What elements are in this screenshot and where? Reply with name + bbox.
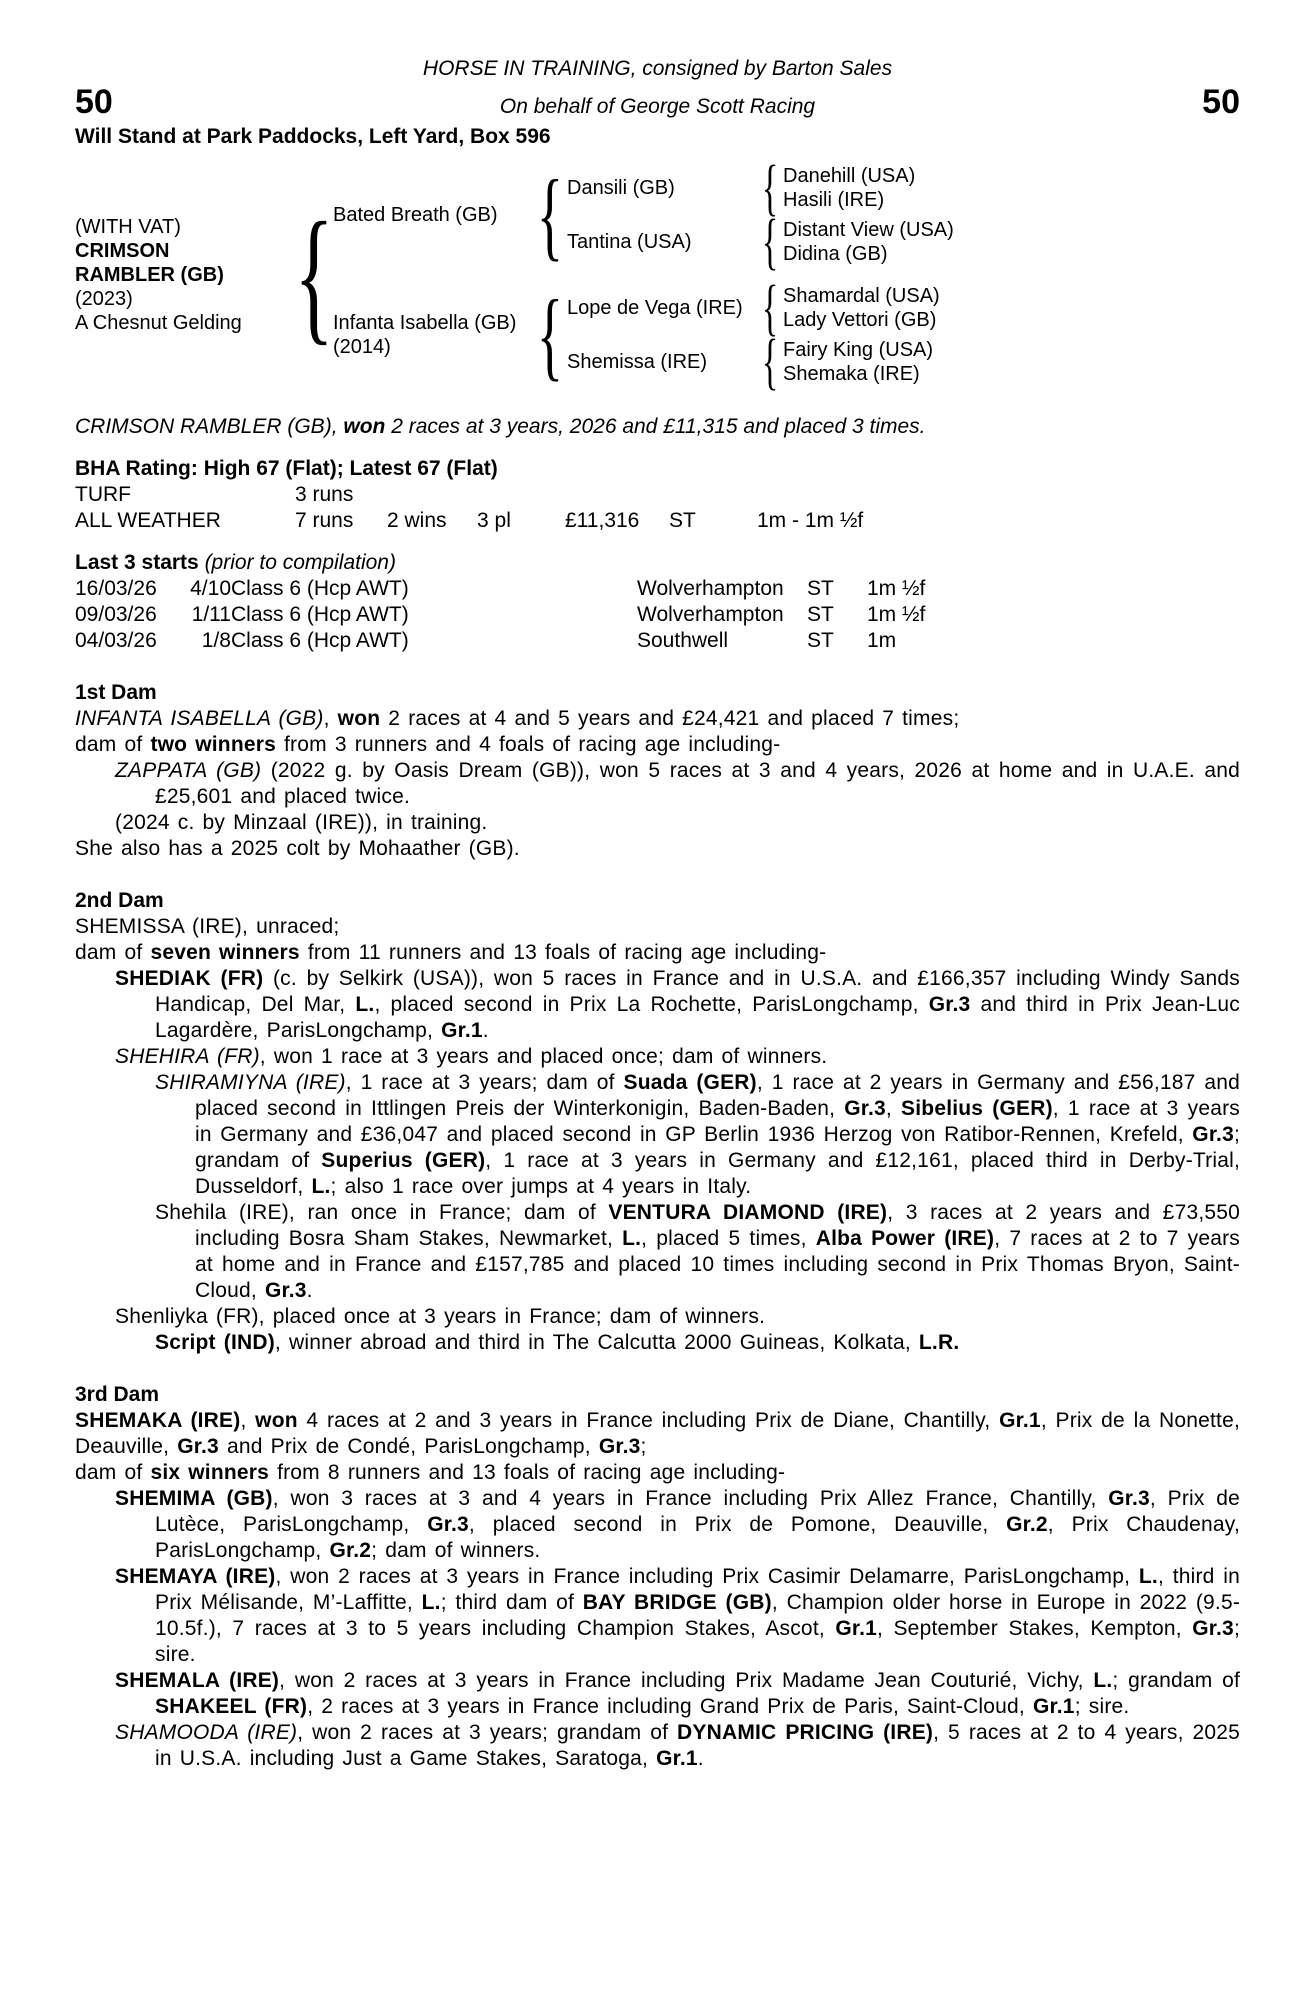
pedigree-paragraph: SHAMOODA (IRE), won 2 races at 3 years; grandam of DYNAMIC PRICING (IRE), 5 races at 2 to 4 years, 2025 in U.S.A. including Just a Game Stakes, Saratoga, Gr.1. <box>115 1721 1241 1770</box>
last-starts-title-italic: (prior to compilation) <box>198 551 396 574</box>
rating-cell-wins <box>387 482 477 508</box>
lot-number-right: 50 <box>1202 83 1240 121</box>
ancestor-name: Lady Vettori (GB) <box>783 309 937 331</box>
start-cell-pos: 4/10 <box>190 577 231 600</box>
rating-cell-wins: 2 wins <box>387 509 447 532</box>
dam-dam-parents <box>783 338 1013 386</box>
on-behalf-line: On behalf of George Scott Racing <box>499 95 816 118</box>
pedigree-paragraph: dam of seven winners from 11 runners and 13 foals of racing age including- <box>75 941 827 964</box>
sire-grandparents <box>567 154 1013 276</box>
pedigree-paragraph: Shenliyka (FR), placed once at 3 years in France; dam of winners. <box>115 1305 766 1328</box>
pedigree-paragraph: SHIRAMIYNA (IRE), 1 race at 3 years; dam of Suada (GER), 1 race at 2 years in Germany and £56,187 and placed second in Ittlingen Preis der Winterkonigin, Baden-Baden, Gr.3, Sibelius (GER), 1 race at 3 years in Germany and £36,047 and placed second in GP Berlin 1936 Herzog von Ratibor-Rennen, Krefeld, Gr.3; grandam of Superius (GER), 1 race at 3 years in Germany and £12,161, placed third in Derby-Trial, Dusseldorf, L.; also 1 race over jumps at 4 years in Italy. <box>155 1071 1241 1198</box>
horse-foaled-year: (2023) <box>75 288 133 310</box>
race-record-summary: CRIMSON RAMBLER (GB), won 2 races at 3 years, 2026 and £11,315 and placed 3 times. <box>75 415 926 438</box>
last-starts-title-bold: Last 3 starts <box>75 551 199 574</box>
dam-branch <box>333 274 1013 396</box>
dam-dam-name: Shemissa (IRE) <box>567 351 708 373</box>
start-cell-dist: 1m ½f <box>867 603 926 626</box>
rating-cell-runs: 3 runs <box>295 483 354 506</box>
dam-sections <box>75 680 1240 1772</box>
rating-cell-st <box>669 482 757 508</box>
rating-cell-places: 3 pl <box>477 509 511 532</box>
dam-dam-brace: { <box>761 328 779 396</box>
start-cell-track: Wolverhampton <box>637 603 784 626</box>
ancestor-name: Fairy King (USA) <box>783 339 934 361</box>
pedigree-paragraph: SHEMAYA (IRE), won 2 races at 3 years in France including Prix Casimir Delamarre, ParisLongchamp, L., third in Prix Mélisande, M’-Laffitte, L.; third dam of BAY BRIDGE (GB), Champion older horse in Europe in 2022 (9.5-10.5f.), 7 races at 3 to 5 years including Champion Stakes, Ascot, Gr.1, September Stakes, Kempton, Gr.3; sire. <box>115 1565 1241 1666</box>
rating-row <box>75 482 1240 508</box>
dam-dam-branch <box>567 328 1013 396</box>
pedigree-paragraph: (2024 c. by Minzaal (IRE)), in training. <box>115 811 488 834</box>
start-cell-race_class: Class 6 (Hcp AWT) <box>231 629 409 652</box>
dam-sire-branch <box>567 274 1013 342</box>
last-starts-title <box>75 550 1240 576</box>
dam-section-heading: 3rd Dam <box>75 1383 160 1406</box>
rating-cell-st: ST <box>669 509 696 532</box>
sire-dam-parents <box>783 218 1013 266</box>
start-row <box>75 576 1240 602</box>
start-cell-pos: 1/8 <box>201 629 231 652</box>
sire-sire-branch <box>567 154 1013 222</box>
rating-cell-dist: 1m - 1m ½f <box>757 509 864 532</box>
rating-cell-places <box>477 482 565 508</box>
sire-brace: { <box>536 159 564 270</box>
ancestor-name: Didina (GB) <box>783 243 888 265</box>
pedigree-paragraph: SHEMALA (IRE), won 2 races at 3 years in France including Prix Madame Jean Couturié, Vichy, L.; grandam of SHAKEEL (FR), 2 races at 3 years in France including Grand Prix de Paris, Saint-Cloud, Gr.1; sire. <box>115 1669 1240 1718</box>
pedigree-main-brace: { <box>294 192 334 358</box>
ancestor-name: Danehill (USA) <box>783 165 916 187</box>
lot-number-left: 50 <box>75 83 113 121</box>
sire-name: Bated Breath (GB) <box>333 204 498 226</box>
start-cell-race_class: Class 6 (Hcp AWT) <box>231 577 409 600</box>
dam-sire-parents <box>783 284 1013 332</box>
pedigree-paragraph: SHEHIRA (FR), won 1 race at 3 years and placed once; dam of winners. <box>115 1045 828 1068</box>
start-cell-st: ST <box>807 603 834 626</box>
last-starts-table <box>75 576 1240 654</box>
vat-note: (WITH VAT) <box>75 216 181 238</box>
sire-branch <box>333 154 1013 276</box>
rating-cell-earnings <box>565 482 669 508</box>
rating-cell-earnings: £11,316 <box>565 509 640 532</box>
start-row <box>75 602 1240 628</box>
sire-dam-branch <box>567 208 1013 276</box>
start-cell-track: Wolverhampton <box>637 577 784 600</box>
start-cell-pos: 1/11 <box>191 603 231 626</box>
pedigree-paragraph: dam of six winners from 8 runners and 13 foals of racing age including- <box>75 1461 786 1484</box>
pedigree-paragraph: ZAPPATA (GB) (2022 g. by Oasis Dream (GB)), won 5 races at 3 and 4 years, 2026 at home and in U.A.E. and £25,601 and placed twice. <box>115 759 1241 808</box>
pedigree-paragraph: dam of two winners from 3 runners and 4 foals of racing age including- <box>75 733 781 756</box>
horse-description: A Chesnut Gelding <box>75 312 242 334</box>
pedigree-paragraph: She also has a 2025 colt by Mohaather (GB). <box>75 837 520 860</box>
start-cell-race_class: Class 6 (Hcp AWT) <box>231 603 409 626</box>
start-cell-track: Southwell <box>637 629 729 652</box>
dam-grandparents <box>567 274 1013 396</box>
dam-brace: { <box>536 279 564 390</box>
lot-header-row <box>75 84 1240 120</box>
dam-sire-brace: { <box>761 274 779 342</box>
dam-section-heading: 1st Dam <box>75 681 157 704</box>
sire-sire-brace: { <box>761 154 779 222</box>
pedigree-paragraph: INFANTA ISABELLA (GB), won 2 races at 4 and 5 years and £24,421 and placed 7 times; <box>75 707 960 730</box>
dam-name: Infanta Isabella (GB) <box>333 312 517 334</box>
dam-sire-name: Lope de Vega (IRE) <box>567 297 743 319</box>
start-cell-date: 16/03/26 <box>75 577 157 600</box>
ancestor-name: Shamardal (USA) <box>783 285 940 307</box>
horse-name: CRIMSON RAMBLER (GB) <box>75 240 224 286</box>
start-cell-st: ST <box>807 577 834 600</box>
sire-dam-brace: { <box>761 208 779 276</box>
pedigree-generation-2 <box>333 154 1013 396</box>
rating-table <box>75 482 1240 534</box>
stand-location-line: Will Stand at Park Paddocks, Left Yard, Box 596 <box>75 125 551 148</box>
start-cell-date: 04/03/26 <box>75 629 157 652</box>
start-cell-dist: 1m ½f <box>867 577 926 600</box>
pedigree-paragraph: SHEMISSA (IRE), unraced; <box>75 915 340 938</box>
pedigree-table <box>75 154 1240 396</box>
pedigree-paragraph: SHEDIAK (FR) (c. by Selkirk (USA)), won 5 races in France and in U.S.A. and £166,357 including Windy Sands Handicap, Del Mar, L., placed second in Prix La Rochette, ParisLongchamp, Gr.3 and third in Prix Jean-Luc Lagardère, ParisLongchamp, Gr.1. <box>115 967 1240 1042</box>
pedigree-paragraph: Shehila (IRE), ran once in France; dam of VENTURA DIAMOND (IRE), 3 races at 2 years and £73,550 including Bosra Sham Stakes, Newmarket, L., placed 5 times, Alba Power (IRE), 7 races at 2 to 7 years at home and in France and £157,785 and placed 10 times including second in Prix Thomas Bryon, Saint-Cloud, Gr.3. <box>155 1201 1240 1302</box>
sire-dam-name: Tantina (USA) <box>567 231 692 253</box>
rating-cell-runs: 7 runs <box>295 509 354 532</box>
dam-section-heading: 2nd Dam <box>75 889 164 912</box>
ancestor-name: Hasili (IRE) <box>783 189 885 211</box>
horse-details <box>75 215 295 335</box>
consignor-line: HORSE IN TRAINING, consigned by Barton Sales <box>422 57 893 80</box>
pedigree-paragraph: SHEMIMA (GB), won 3 races at 3 and 4 years in France including Prix Allez France, Chantilly, Gr.3, Prix de Lutèce, ParisLongchamp, Gr.3, placed second in Prix de Pomone, Deauville, Gr.2, Prix Chaudenay, ParisLongchamp, Gr.2; dam of winners. <box>115 1487 1241 1562</box>
rating-cell-surface: TURF <box>75 483 131 506</box>
start-cell-st: ST <box>807 629 834 652</box>
rating-cell-surface: ALL WEATHER <box>75 509 221 532</box>
pedigree-paragraph: Script (IND), winner abroad and third in The Calcutta 2000 Guineas, Kolkata, L.R. <box>155 1331 960 1354</box>
bha-rating-line: BHA Rating: High 67 (Flat); Latest 67 (Flat) <box>75 457 498 480</box>
rating-row <box>75 508 1240 534</box>
ancestor-name: Shemaka (IRE) <box>783 363 920 385</box>
start-cell-dist: 1m <box>867 629 897 652</box>
start-row <box>75 628 1240 654</box>
sire-sire-parents <box>783 164 1013 212</box>
dam-name-cell <box>333 311 533 359</box>
pedigree-paragraph: SHEMAKA (IRE), won 4 races at 2 and 3 years in France including Prix de Diane, Chantilly, Gr.1, Prix de la Nonette, Deauville, Gr.3 and Prix de Condé, ParisLongchamp, Gr.3; <box>75 1409 1240 1458</box>
dam-foaled-year: (2014) <box>333 336 391 358</box>
sire-sire-name: Dansili (GB) <box>567 177 675 199</box>
rating-cell-dist <box>757 482 1240 508</box>
ancestor-name: Distant View (USA) <box>783 219 954 241</box>
start-cell-date: 09/03/26 <box>75 603 157 626</box>
